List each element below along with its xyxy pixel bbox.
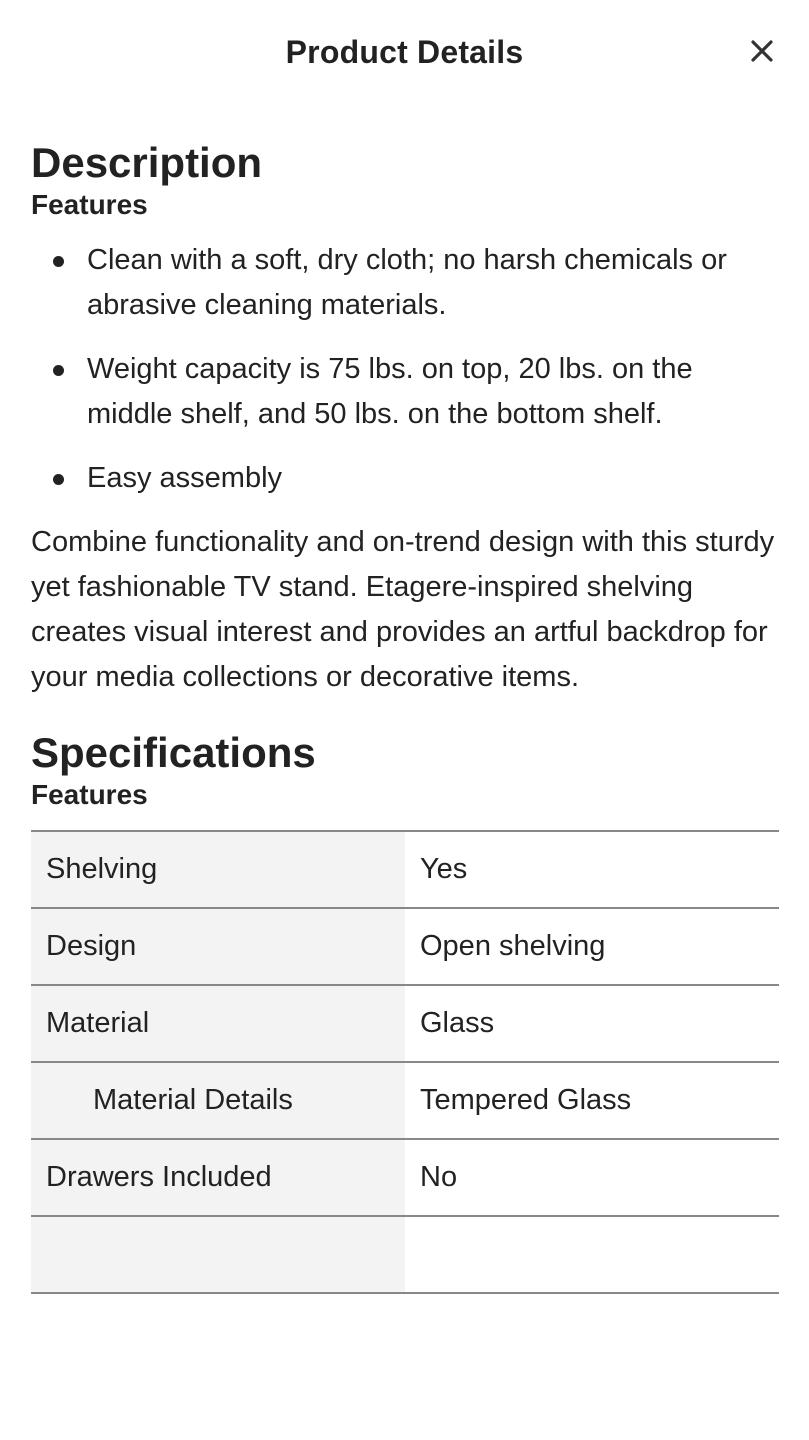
spec-value: Yes	[405, 831, 779, 908]
sheet-header	[0, 0, 809, 110]
spec-label: Material Details	[31, 1062, 405, 1139]
table-row	[31, 1139, 779, 1216]
spec-value: Glass	[405, 985, 779, 1062]
close-button[interactable]	[745, 34, 779, 68]
sheet-title: Product Details	[285, 34, 524, 70]
feature-item	[31, 238, 778, 328]
close-icon	[745, 34, 779, 68]
table-row	[31, 1062, 779, 1139]
spec-table	[31, 830, 779, 1294]
table-row	[31, 908, 779, 985]
spec-label: Shelving	[31, 831, 405, 908]
feature-item	[31, 456, 778, 501]
spec-value: Tempered Glass	[405, 1062, 779, 1139]
description-features-heading: Features	[31, 189, 148, 220]
specifications-features-heading: Features	[31, 779, 148, 810]
table-row	[31, 831, 779, 908]
feature-text: Clean with a soft, dry cloth; no harsh chemicals or abrasive cleaning materials.	[87, 244, 727, 321]
spec-value: Open shelving	[405, 908, 779, 985]
spec-label: Design	[31, 908, 405, 985]
bullet-icon	[53, 256, 64, 267]
description-heading: Description	[31, 139, 263, 186]
spec-value	[405, 1216, 779, 1293]
specifications-heading: Specifications	[31, 729, 316, 776]
bullet-icon	[53, 474, 64, 485]
feature-item	[31, 347, 778, 437]
feature-list	[31, 238, 778, 501]
table-row	[31, 985, 779, 1062]
sheet-content	[0, 138, 809, 1294]
feature-text: Easy assembly	[87, 462, 283, 494]
bullet-icon	[53, 365, 64, 376]
spec-label	[31, 1216, 405, 1293]
spec-label: Drawers Included	[31, 1139, 405, 1216]
table-row	[31, 1216, 779, 1293]
spec-value: No	[405, 1139, 779, 1216]
feature-text: Weight capacity is 75 lbs. on top, 20 lbs. on the middle shelf, and 50 lbs. on the bottom shelf.	[87, 353, 693, 430]
spec-label: Material	[31, 985, 405, 1062]
description-body: Combine functionality and on-trend design with this sturdy yet fashionable TV stand. Etagere-inspired shelving creates visual interest and provides an artful backdrop for your media collections or decorative items.	[31, 526, 775, 693]
